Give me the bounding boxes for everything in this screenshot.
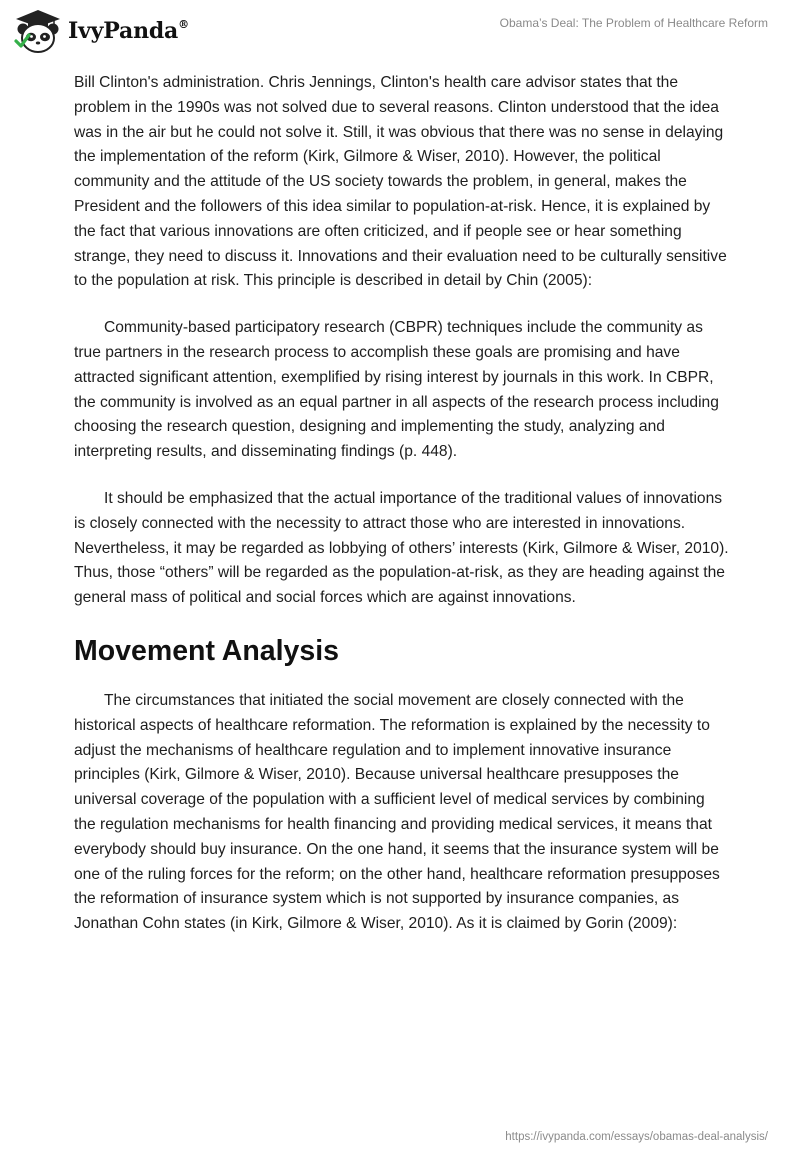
- paragraph: Bill Clinton's administration. Chris Jennings, Clinton's health care advisor states that the problem in the 1990s was not solved due to several reasons. Clinton understood that the idea was in the air but he could not solve it. Still, it was obvious that there was no sense in delaying the implementation of the reform (Kirk, Gilmore & Wiser, 2010). However, the political community and the attitude of the US society towards the problem, in general, makes the President and the followers of this idea similar to population-at-risk. Hence, it is explained by the fact that various innovations are often criticized, and if people see or hear something strange, they need to discuss it. Innovations and their evaluation need to be culturally sensitive to the population at risk. This principle is described in detail by Chin (2005):: [74, 74, 727, 290]
- source-url[interactable]: https://ivypanda.com/essays/obamas-deal-analysis/: [505, 1131, 768, 1143]
- block-quote-paragraph: Community-based participatory research (CBPR) techniques include the community as true partners in the research process to accomplish these goals are promising and have attracted significant attention, exemplified by rising interest by journals in this work. In CBPR, the community is involved as an equal partner in all aspects of the research process including choosing the research question, designing and implementing the study, analyzing and interpreting results, and disseminating findings (p. 448).: [74, 319, 719, 461]
- essay-body: [74, 71, 729, 959]
- page-header: [0, 0, 800, 60]
- document-title: Obama’s Deal: The Problem of Healthcare Reform: [499, 16, 768, 30]
- paragraph: It should be emphasized that the actual importance of the traditional values of innovations is closely connected with the necessity to attract those who are interested in innovations. Nevertheless, it may be regarded as lobbying of others’ interests (Kirk, Gilmore & Wiser, 2010). Thus, those “others” will be regarded as the population-at-risk, as they are heading against the general mass of political and social forces which are against innovations.: [74, 489, 729, 607]
- section-heading: Movement Analysis: [74, 634, 340, 667]
- brand-name: [68, 18, 189, 44]
- paragraph: The circumstances that initiated the social movement are closely connected with the historical aspects of healthcare reformation. The reformation is explained by the necessity to adjust the mechanisms of healthcare regulation and to implement innovative insurance principles (Kirk, Gilmore & Wiser, 2010). Because universal healthcare presupposes the universal coverage of the population with a sufficient level of medical services by combining the regulation mechanisms for health financing and providing medical services, it means that everybody should buy insurance. On the one hand, it seems that the insurance system will be one of the ruling forces for the reform; on the other hand, healthcare reformation presupposes the reformation of insurance system which is not supported by insurance companies, as Jonathan Cohn states (in Kirk, Gilmore & Wiser, 2010). As it is claimed by Gorin (2009):: [74, 691, 720, 933]
- panda-graduate-icon: [14, 8, 62, 54]
- trademark-mark: ®: [178, 17, 189, 31]
- brand-logo[interactable]: [14, 8, 189, 54]
- brand-text: IvyPanda: [68, 18, 179, 44]
